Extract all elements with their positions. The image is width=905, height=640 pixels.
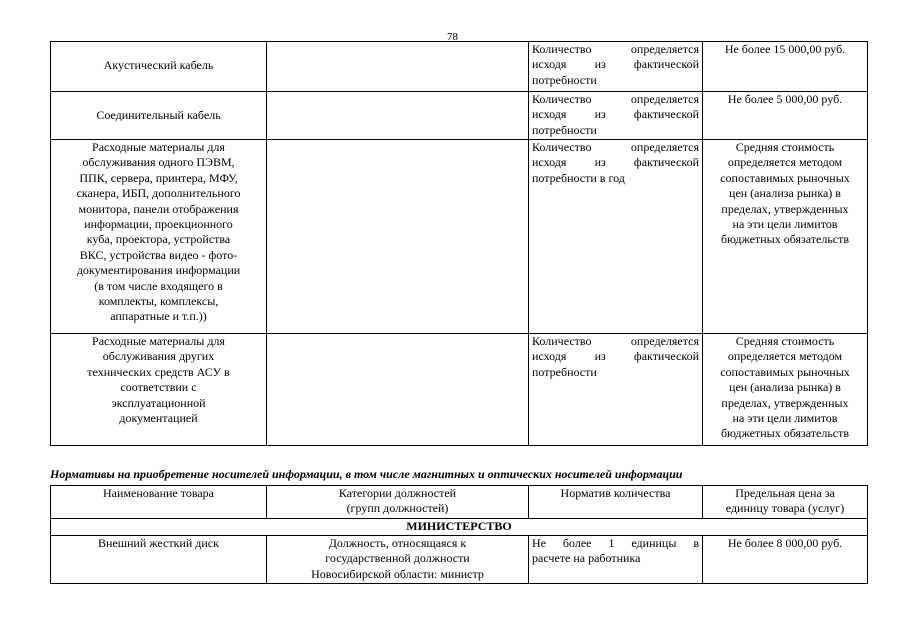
table-row bbox=[51, 42, 868, 92]
price-line: сопоставимых рыночных bbox=[720, 364, 850, 379]
table-row bbox=[51, 140, 868, 334]
price-line: Средняя стоимость bbox=[735, 140, 835, 154]
quantity-cell bbox=[529, 140, 703, 334]
section-title: Нормативы на приобретение носителей информации, в том числе магнитных и оптических носителей информации bbox=[50, 467, 683, 481]
item-name bbox=[51, 334, 267, 446]
header-price-line: единицу товара (услуг) bbox=[725, 501, 845, 516]
item-name bbox=[51, 140, 267, 334]
price-cell: Не более 5 000,00 руб. bbox=[703, 92, 868, 140]
category-line: Должность, относящаяся к bbox=[328, 536, 467, 550]
quantity-line: исходя из фактической bbox=[532, 155, 699, 170]
category-cell bbox=[267, 42, 529, 92]
price-cell: Не более 15 000,00 руб. bbox=[703, 42, 868, 92]
item-name-line: ППК, сервера, принтера, МФУ, bbox=[79, 170, 238, 185]
item-name-line: (в том числе входящего в bbox=[94, 278, 223, 293]
price-line: на эти цели лимитов bbox=[732, 217, 838, 232]
category-cell bbox=[267, 334, 529, 446]
table-row bbox=[51, 536, 868, 584]
header-category-line: Категории должностей bbox=[338, 486, 457, 500]
quantity-cell bbox=[529, 92, 703, 140]
item-name-line: технических средств АСУ в bbox=[87, 364, 230, 379]
price-cell bbox=[703, 334, 868, 446]
price-line: определяется методом bbox=[727, 155, 843, 170]
quantity-line: расчете на работника bbox=[532, 551, 641, 566]
header-price-line: Предельная цена за bbox=[735, 486, 835, 500]
price-line: бюджетных обязательств bbox=[720, 426, 850, 441]
storage-media-table bbox=[50, 485, 868, 584]
price-line: Средняя стоимость bbox=[735, 334, 835, 348]
table-row bbox=[51, 334, 868, 446]
header-category-line: (групп должностей) bbox=[346, 501, 449, 516]
category-line: Новосибирской области: министр bbox=[311, 566, 484, 581]
header-category bbox=[267, 486, 529, 519]
price-line: пределах, утвержденных bbox=[721, 395, 849, 410]
quantity-cell bbox=[529, 42, 703, 92]
item-name-line: обслуживания одного ПЭВМ, bbox=[82, 155, 235, 170]
quantity-line: Количество определяется bbox=[532, 334, 699, 348]
item-name-line: эксплуатационной bbox=[111, 395, 206, 410]
item-name-line: монитора, панели отображения bbox=[78, 201, 239, 216]
item-name-line: соответствии с bbox=[120, 380, 197, 395]
item-name-line: куба, проектора, устройства bbox=[86, 232, 231, 247]
quantity-line: Количество определяется bbox=[532, 140, 699, 154]
price-cell: Не более 8 000,00 руб. bbox=[703, 536, 868, 584]
quantity-line: исходя из фактической bbox=[532, 57, 699, 72]
header-price bbox=[703, 486, 868, 519]
header-quantity: Норматив количества bbox=[529, 486, 703, 519]
category-line: государственной должности bbox=[325, 551, 470, 566]
ministry-row bbox=[51, 519, 868, 536]
consumables-table bbox=[50, 41, 868, 446]
item-name-line: сканера, ИБП, дополнительного bbox=[76, 186, 241, 201]
quantity-line: Количество определяется bbox=[532, 92, 699, 106]
item-name-line: Расходные материалы для bbox=[92, 334, 225, 348]
item-name: Внешний жесткий диск bbox=[51, 536, 267, 584]
price-line: бюджетных обязательств bbox=[720, 232, 850, 247]
page-number: 78 bbox=[447, 31, 458, 43]
quantity-cell bbox=[529, 334, 703, 446]
price-line: цен (анализа рынка) в bbox=[729, 186, 841, 201]
price-line: цен (анализа рынка) в bbox=[729, 380, 841, 395]
category-cell bbox=[267, 536, 529, 584]
quantity-line: исходя из фактической bbox=[532, 349, 699, 364]
item-name-line: аппаратные и т.п.)) bbox=[110, 309, 207, 324]
item-name-line: обслуживания других bbox=[102, 349, 215, 364]
table-row bbox=[51, 92, 868, 140]
item-name-line: документирования информации bbox=[76, 263, 241, 278]
item-name-line: ВКС, устройства видео - фото- bbox=[79, 247, 238, 262]
item-name-line: документацией bbox=[119, 411, 198, 426]
category-cell bbox=[267, 140, 529, 334]
category-cell bbox=[267, 92, 529, 140]
price-cell bbox=[703, 140, 868, 334]
table-header-row bbox=[51, 486, 868, 519]
item-name-line: комплекты, комплексы, bbox=[98, 294, 219, 309]
item-name: Акустический кабель bbox=[51, 42, 267, 92]
price-line: сопоставимых рыночных bbox=[720, 170, 850, 185]
quantity-line: потребности bbox=[532, 72, 597, 87]
price-line: определяется методом bbox=[727, 349, 843, 364]
quantity-line: Не более 1 единицы в bbox=[532, 536, 699, 550]
item-name-line: информации, проекционного bbox=[84, 217, 233, 232]
quantity-line: исходя из фактической bbox=[532, 107, 699, 122]
quantity-line: потребности bbox=[532, 122, 597, 137]
header-name: Наименование товара bbox=[51, 486, 267, 519]
item-name-line: Расходные материалы для bbox=[92, 140, 225, 154]
quantity-cell bbox=[529, 536, 703, 584]
price-line: на эти цели лимитов bbox=[732, 411, 838, 426]
quantity-line: Количество определяется bbox=[532, 42, 699, 56]
price-line: пределах, утвержденных bbox=[721, 201, 849, 216]
quantity-line: потребности в год bbox=[532, 170, 625, 185]
item-name: Соединительный кабель bbox=[51, 92, 267, 140]
quantity-line: потребности bbox=[532, 364, 597, 379]
ministry-heading: МИНИСТЕРСТВО bbox=[51, 519, 868, 536]
